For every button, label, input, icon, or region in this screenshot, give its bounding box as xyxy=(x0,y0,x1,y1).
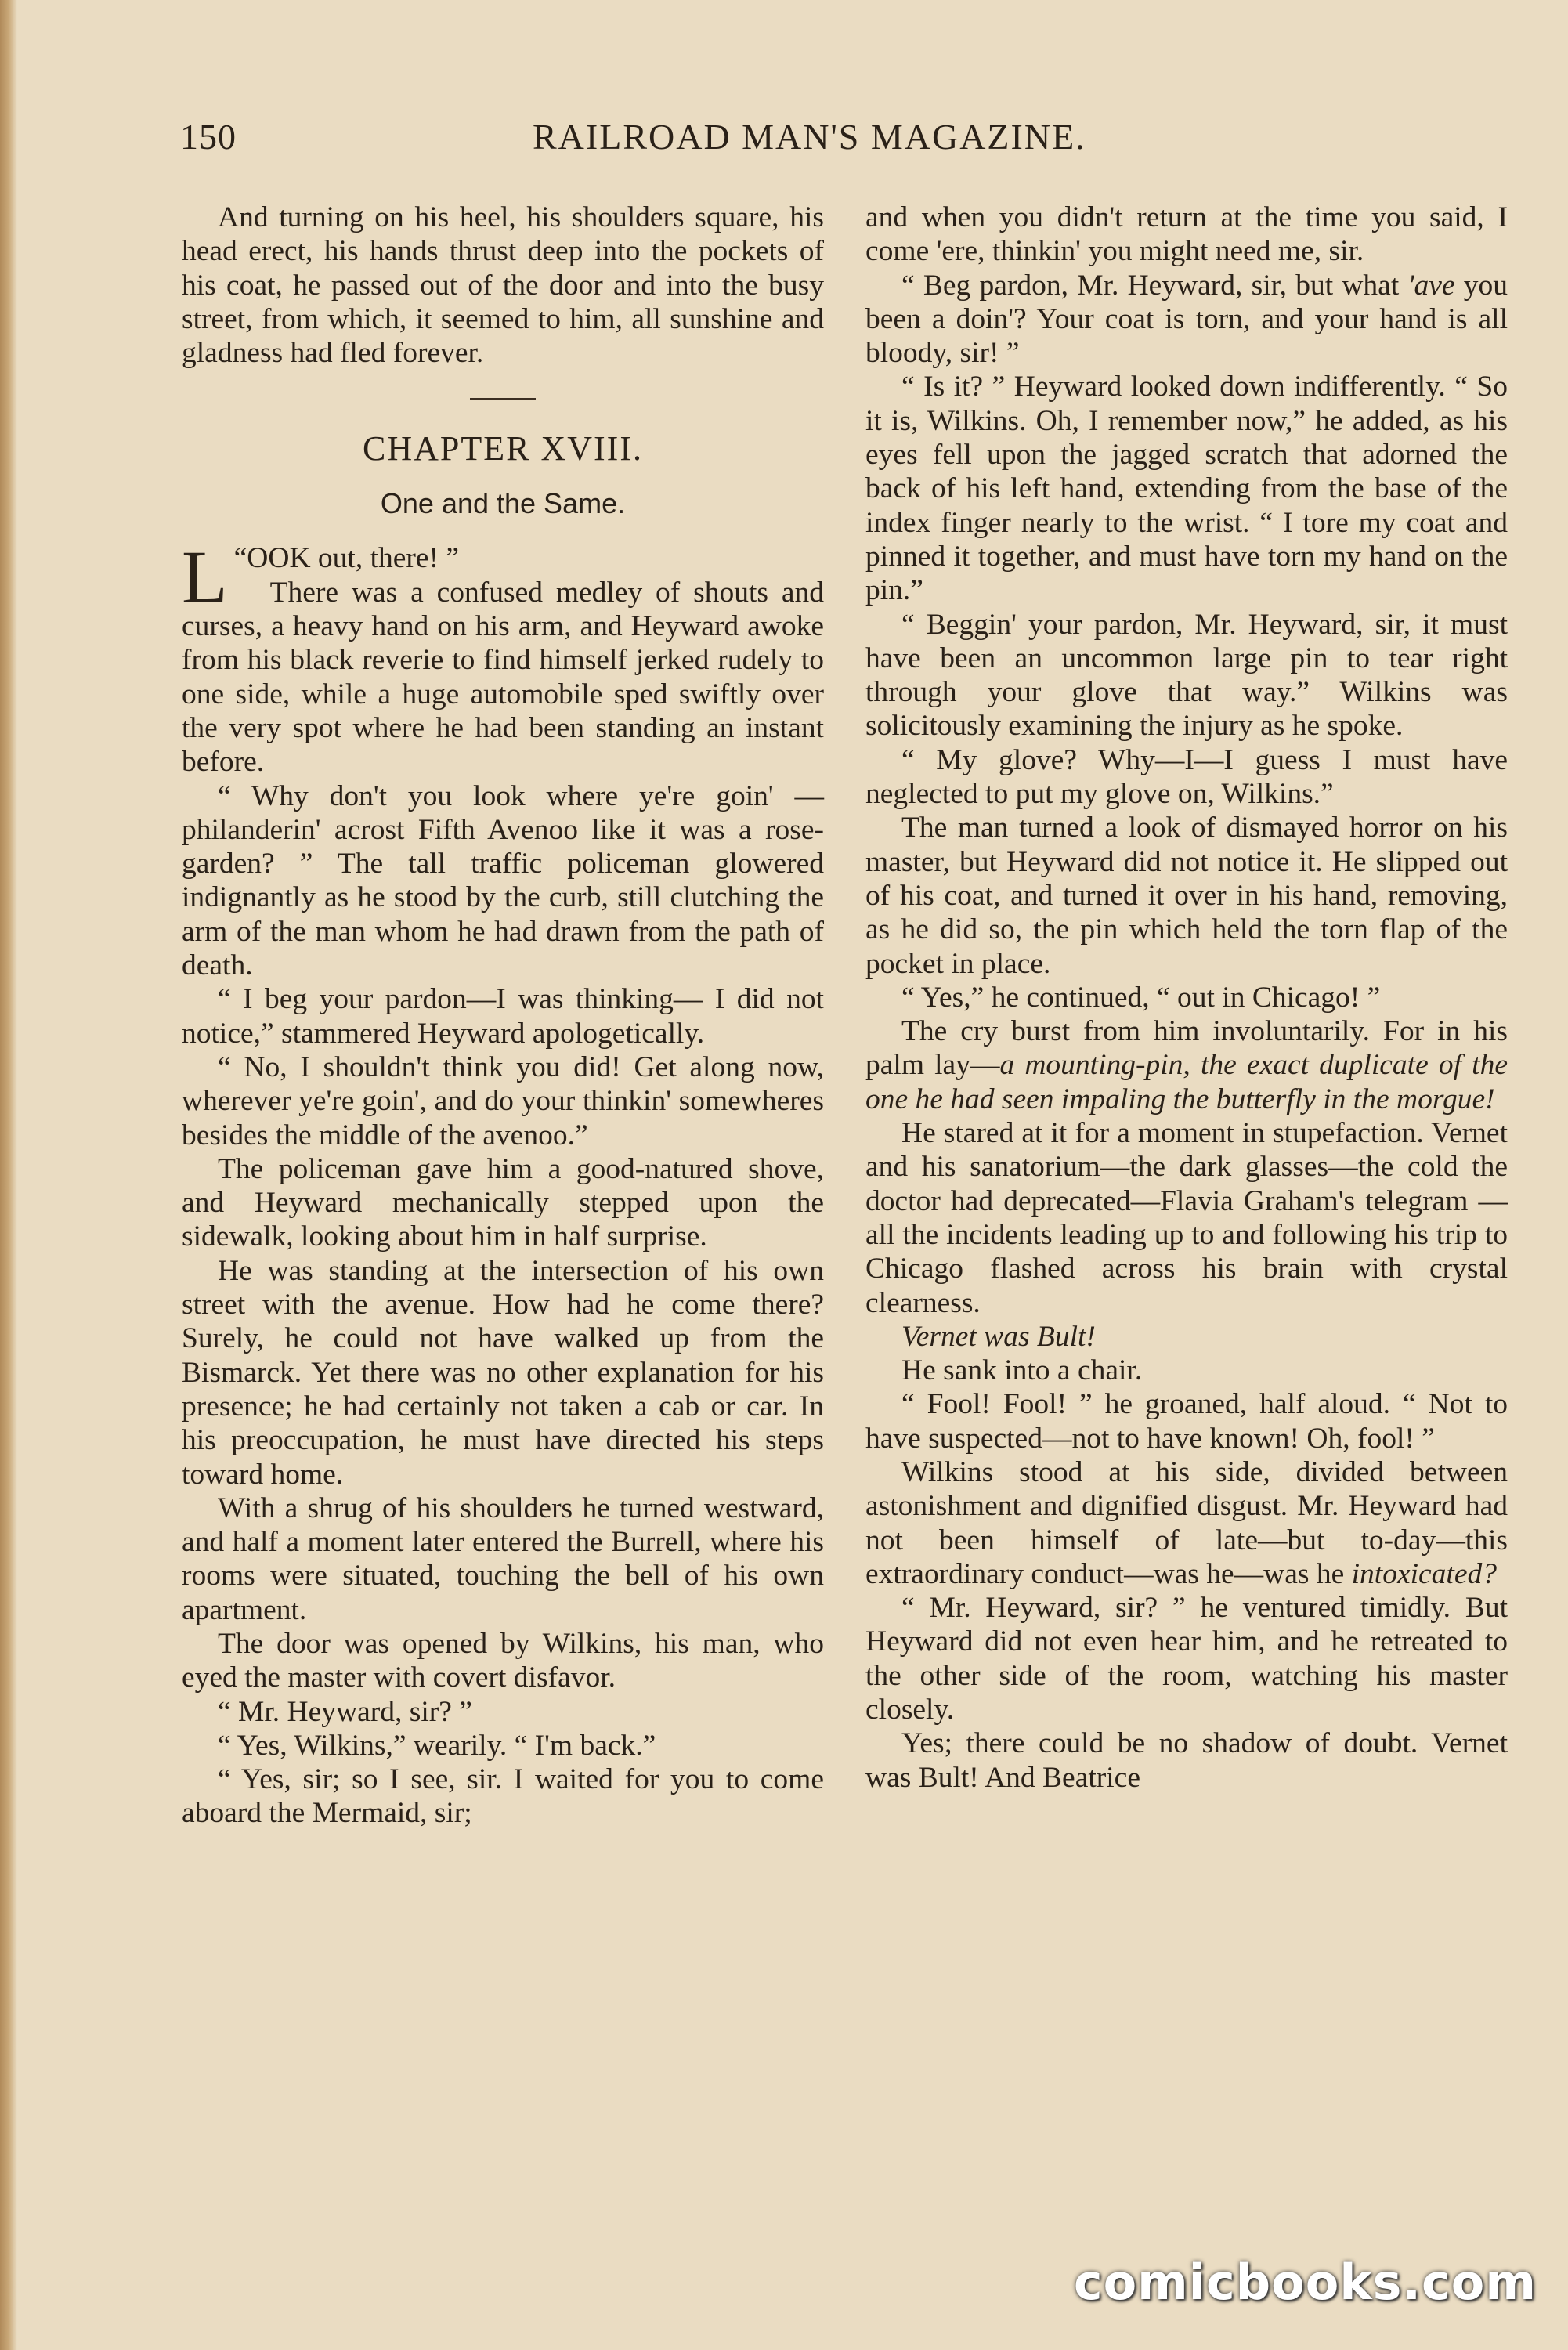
paragraph xyxy=(865,1320,1508,1354)
italic-text: 'ave xyxy=(1407,269,1455,302)
opening-text: OOK out, there! ” xyxy=(247,542,460,575)
opening-quote: “ xyxy=(233,542,247,575)
paragraph xyxy=(865,1014,1508,1116)
paragraph: “ I beg your pardon—I was thinking— I did not notice,” stammered Heyward apologetically. xyxy=(182,983,824,1050)
text-run: “ Beg pardon, Mr. Heyward, sir, but what xyxy=(901,269,1408,302)
paragraph: “ Beggin' your pardon, Mr. Heyward, sir, it must have been an uncommon large pin to tear right through your glove that way.” Wilkins was solicitously examining the injury as he spoke. xyxy=(865,608,1508,743)
paragraph: “ Mr. Heyward, sir? ” he ventured timidly. But Heyward did not even hear him, and he retreated to the other side of the room, watching his master closely. xyxy=(865,1592,1508,1726)
page-header xyxy=(180,116,1159,171)
paragraph: and when you didn't return at the time you said, I come 'ere, thinkin' you might need me, sir. xyxy=(865,201,1508,268)
paragraph-opening xyxy=(182,535,824,620)
paragraph xyxy=(865,269,1508,371)
page-binding-edge xyxy=(0,0,17,2350)
chapter-heading: CHAPTER XVIII. xyxy=(363,429,643,468)
paragraph: There was a confused medley of shouts and curses, a heavy hand on his arm, and Heyward awoke from his black reverie to find himself jerked rudely to one side, while a huge automobile sped swiftly over the very spot where he had been standing an instant before. xyxy=(182,576,824,779)
paragraph: “ Yes, sir; so I see, sir. I waited for you to come aboard the Mermaid, sir; xyxy=(182,1763,824,1830)
paragraph: With a shrug of his shoulders he turned westward, and half a moment later entered the Burrell, where his rooms were situated, touching the bell of his own apartment. xyxy=(182,1491,824,1626)
paragraph: He sank into a chair. xyxy=(901,1354,1143,1387)
paragraph: “ Is it? ” Heyward looked down indifferently. “ So it is, Wilkins. Oh, I remember now,” he added, as his eyes fell upon the jagged scratch that adorned the back of his left hand, extending from the base of the index finger nearly to the wrist. “ I tore my coat and pinned it together, and must have torn my hand on the pin.” xyxy=(865,371,1508,607)
text-run: you been a doin'? Your coat is torn, and your hand is all bloody, sir! ” xyxy=(865,269,1508,370)
italic-text: a mounting-pin, the exact duplicate of the one he had seen impaling the butterfly in the morgue! xyxy=(865,1049,1508,1115)
paragraph: And turning on his heel, his shoulders square, his head erect, his hands thrust deep into the pockets of his coat, he passed out of the door and into the busy street, from which, it seemed to him, all sunshine and gladness had fled forever. xyxy=(182,201,824,370)
italic-text: intoxicated? xyxy=(1351,1557,1497,1590)
paragraph: Yes; there could be no shadow of doubt. Vernet was Bult! And Beatrice xyxy=(865,1727,1508,1794)
paragraph: “ My glove? Why—I—I guess I must have neglected to put my glove on, Wilkins.” xyxy=(865,743,1508,811)
running-title: RAILROAD MAN'S MAGAZINE. xyxy=(533,117,1086,157)
paragraph: “ Why don't you look where ye're goin' —philanderin' acrost Fifth Avenoo like it was a rose-garden? ” The tall traffic policeman glowered indignantly as he stood by the curb, still clutching the arm of the man whom he had drawn from the path of death. xyxy=(182,779,824,982)
chapter-title: One and the Same. xyxy=(380,487,626,520)
paragraph: “ Yes, Wilkins,” wearily. “ I'm back.” xyxy=(218,1729,656,1762)
paragraph: “ Yes,” he continued, “ out in Chicago! ” xyxy=(901,981,1381,1014)
drop-cap: L xyxy=(182,535,228,620)
page-number: 150 xyxy=(180,117,237,157)
text-run: The cry burst from him involuntarily. For in his palm lay— xyxy=(865,1015,1508,1082)
paragraph: He stared at it for a moment in stupefaction. Vernet and his sanatorium—the dark glasses—the cold the doctor had deprecated—Flavia Graham's telegram —all the incidents leading up to and following his trip to Chicago flashed across his brain with crystal clearness. xyxy=(865,1117,1508,1319)
paragraph: “ Mr. Heyward, sir? ” xyxy=(218,1695,472,1728)
paragraph: “ No, I shouldn't think you did! Get along now, wherever ye're goin', and do your thinkin' somewheres besides the middle of the avenoo.” xyxy=(182,1050,824,1152)
paragraph: He was standing at the intersection of his own street with the avenue. How had he come there? Surely, he could not have walked up from the Bismarck. Yet there was no other explanation for his presence; he had certainly not taken a cab or car. In his preoccupation, he must have directed his steps toward home. xyxy=(182,1254,824,1491)
paragraph: The door was opened by Wilkins, his man, who eyed the master with covert disfavor. xyxy=(182,1627,824,1694)
italic-text: Vernet was Bult! xyxy=(901,1320,1096,1353)
paragraph: The policeman gave him a good-natured shove, and Heyward mechanically stepped upon the sidewalk, looking about him in half surprise. xyxy=(182,1152,824,1253)
paragraph: The man turned a look of dismayed horror on his master, but Heyward did not notice it. He slipped out of his coat, and turned it over in his hand, removing, as he did so, the pin which held the torn flap of the pocket in place. xyxy=(865,812,1508,980)
paragraph xyxy=(865,1455,1508,1591)
right-column xyxy=(865,201,1508,1795)
watermark: comicbooks.com xyxy=(1073,2254,1537,2311)
section-divider xyxy=(470,398,536,400)
left-column xyxy=(182,201,824,1831)
text-run: Wilkins stood at his side, divided between astonishment and dignified disgust. Mr. Heyward had not been himself of late—but to-day—this extraordinary conduct—was he—was he xyxy=(865,1455,1508,1590)
paragraph: “ Fool! Fool! ” he groaned, half aloud. “ Not to have suspected—not to have known! Oh, fool! ” xyxy=(865,1388,1508,1455)
